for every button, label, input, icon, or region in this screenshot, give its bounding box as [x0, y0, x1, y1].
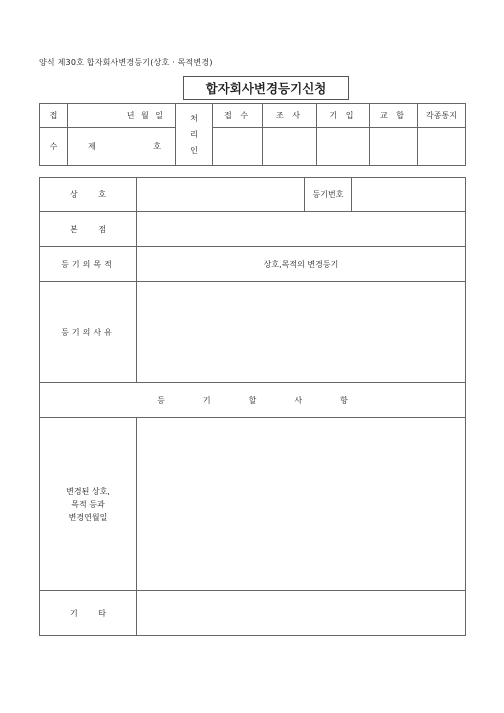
changed-items-field[interactable] — [137, 418, 466, 591]
processor-label — [176, 104, 213, 166]
cell-jeopsu[interactable] — [213, 128, 263, 166]
reg-number-label: 등기번호 — [305, 178, 352, 212]
cell-notice[interactable] — [418, 128, 466, 166]
receipt-label-su: 수 — [40, 128, 68, 166]
receipt-number-je: 제 — [88, 142, 96, 151]
sangho-field[interactable] — [137, 178, 305, 212]
receipt-label-jeop: 접 — [40, 104, 68, 128]
purpose-value: 상호,목적의 변경등기 — [137, 247, 466, 282]
col-gyohap: 교 합 — [370, 104, 418, 128]
cell-josa[interactable] — [263, 128, 317, 166]
reg-number-field[interactable] — [352, 178, 466, 212]
sangho-label: 상 호 — [40, 178, 137, 212]
col-josa: 조 사 — [263, 104, 317, 128]
reason-label: 등기의사유 — [40, 282, 137, 383]
col-giip: 기 입 — [317, 104, 370, 128]
cell-gyohap[interactable] — [370, 128, 418, 166]
reason-field[interactable] — [137, 282, 466, 383]
col-notice: 각종통지 — [418, 104, 466, 128]
cell-giip[interactable] — [317, 128, 370, 166]
receipt-table — [39, 103, 466, 166]
processor-label-cheo: 처 — [190, 113, 198, 123]
receipt-number — [68, 128, 176, 166]
main-form-table — [39, 177, 466, 636]
purpose-label: 등기의목적 — [40, 247, 137, 282]
bonjeom-label: 본 점 — [40, 212, 137, 247]
items-header: 등기할사항 — [40, 383, 466, 418]
form-title: 합자회사변경등기신청 — [183, 76, 349, 100]
changed-items-label: 변경된 상호, 목적 등과 변경연월일 — [40, 418, 137, 591]
other-label: 기 타 — [40, 591, 137, 636]
receipt-date: 년 월 일 — [68, 104, 176, 128]
other-field[interactable] — [137, 591, 466, 636]
processor-label-in: 인 — [190, 145, 198, 155]
processor-label-ri: 리 — [190, 129, 198, 139]
bonjeom-field[interactable] — [137, 212, 466, 247]
col-jeopsu: 접 수 — [213, 104, 263, 128]
form-number-label: 양식 제30호 합자회사변경등기(상호 · 목적변경) — [39, 58, 213, 67]
receipt-number-ho: 호 — [153, 142, 161, 151]
